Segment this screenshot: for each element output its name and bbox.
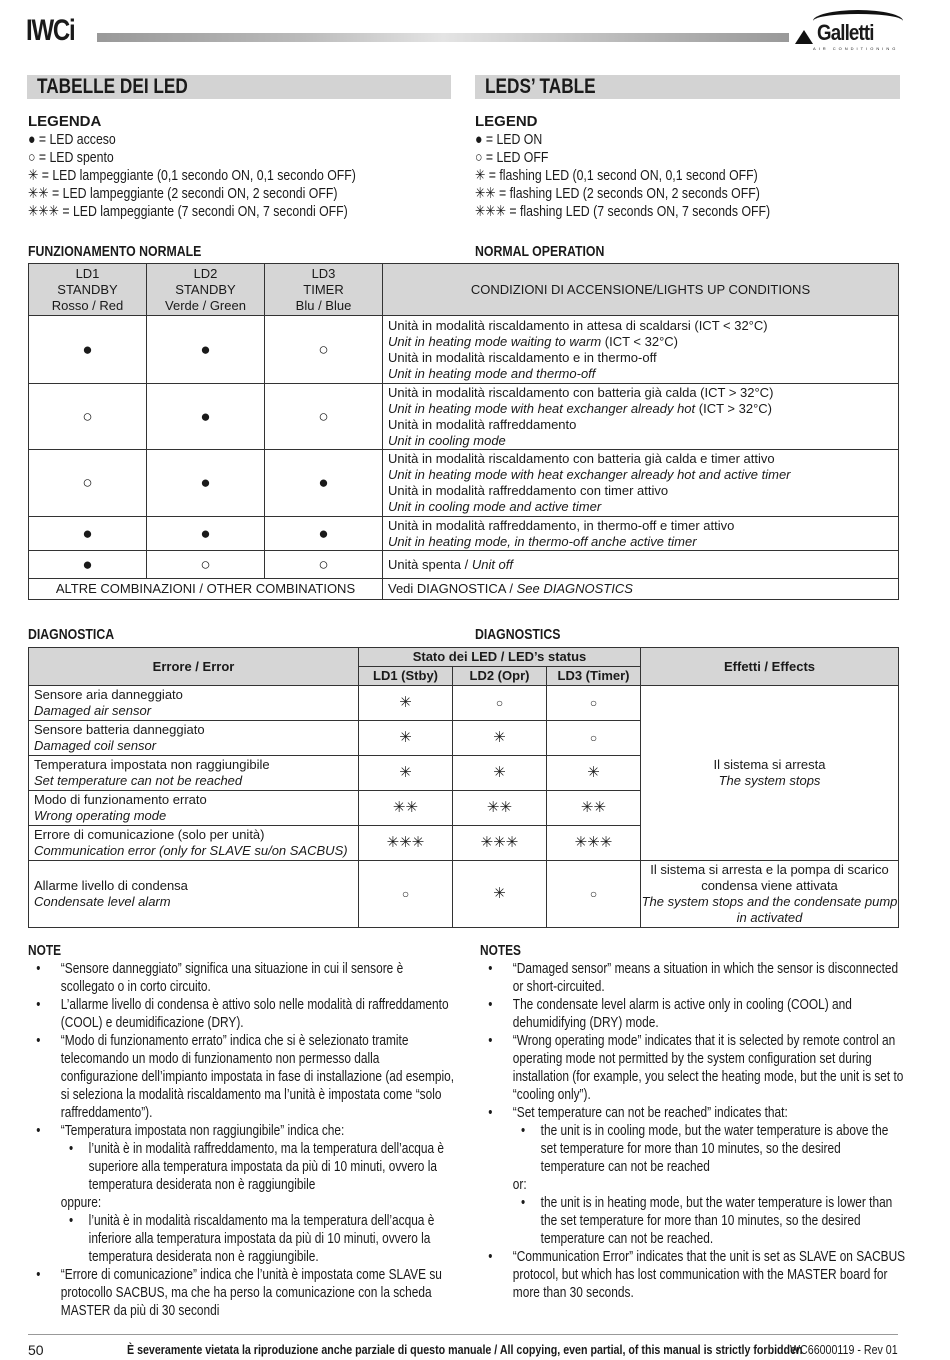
table-row: [29, 686, 899, 721]
title-gradient-bar: [97, 33, 789, 42]
note-text: • L’allarme livello di condensa è attivo solo nelle modalità di raffreddamento (COOL) e deumidificazione (DRY).: [60, 997, 449, 1031]
table-row: [29, 517, 899, 551]
error-en: Set temperature can not be reached: [34, 773, 243, 788]
condition-temp: (ICT > 32°C): [695, 400, 772, 416]
legend-text: = LED OFF: [485, 149, 549, 166]
legend-row: [28, 185, 428, 203]
legend-row: [28, 167, 428, 185]
led-column-header: LD1 (Stby): [359, 667, 453, 686]
error-it: Modo di funzionamento errato: [34, 792, 207, 807]
legend-item: [28, 167, 356, 185]
conditions-cell: [383, 450, 899, 517]
footer-divider: [28, 1334, 898, 1335]
error-it: Allarme livello di condensa: [34, 878, 188, 893]
table-header-row: [29, 264, 899, 316]
led-state-icon: ○: [547, 686, 641, 721]
header-line: STANDBY: [57, 281, 118, 297]
led-state-icon: ✳✳: [547, 791, 641, 826]
led-state-icon: ○: [147, 551, 265, 579]
led-state-icon: ●: [147, 517, 265, 551]
error-cell: [29, 861, 359, 928]
table-row: [29, 551, 899, 579]
sub-note-item: • the unit is in cooling mode, but the water temperature is above the set temperature for more than 10 minutes, so the desired temperature can not be reached: [513, 1122, 907, 1176]
led-state-icon: ○: [359, 861, 453, 928]
led-column-header: LD2 (Opr): [453, 667, 547, 686]
led-symbol-icon: ●: [475, 131, 483, 148]
condition-it: Unità in modalità riscaldamento e in thermo-off: [388, 349, 657, 365]
led-symbol-icon: ●: [28, 131, 36, 148]
header-line: LD2: [193, 265, 218, 281]
legend-text: = flashing LED (2 seconds ON, 2 seconds OFF): [499, 185, 760, 202]
led-state-icon: ○: [29, 450, 147, 517]
led-symbol-icon: ✳✳✳: [28, 203, 59, 220]
header-line: TIMER: [303, 281, 344, 297]
note-item: [28, 1122, 454, 1266]
sub-note-item: • l’unità è in modalità raffreddamento, ma la temperatura dell’acqua è superiore alla temperatura impostata da più di 10 minuti, ovvero la temperatura desiderata non è raggiungibile: [61, 1140, 455, 1194]
condition-line: [388, 518, 898, 534]
error-cell: [29, 826, 359, 861]
conditions-cell: [383, 316, 899, 384]
error-en: Damaged air sensor: [34, 703, 152, 718]
legend-text: = flashing LED (7 seconds ON, 7 seconds OFF): [509, 203, 771, 220]
error-en: Condensate level alarm: [34, 894, 171, 909]
legend-item: [475, 167, 758, 185]
sub-list: [513, 1194, 907, 1248]
error-en: Communication error (only for SLAVE su/on SACBUS): [34, 843, 348, 858]
led-header-1: [29, 264, 147, 316]
condition-line: [388, 433, 898, 449]
legend-row: [28, 149, 428, 167]
condition-line: [388, 483, 898, 499]
error-it: Temperatura impostata non raggiungibile: [34, 757, 270, 772]
note-item: [480, 996, 906, 1032]
condition-en: Unit in cooling mode: [388, 432, 506, 448]
conditions-cell: [383, 384, 899, 450]
legend-row: [475, 167, 835, 185]
note-text: • “Temperatura impostata non raggiungibile” indica che:: [60, 1123, 345, 1139]
led-state-icon: ●: [265, 517, 383, 551]
led-state-icon: ●: [29, 316, 147, 384]
legend-item: [28, 203, 348, 221]
error-it: Sensore batteria danneggiato: [34, 722, 205, 737]
other-combinations-row: [29, 579, 899, 600]
led-state-icon: ✳: [359, 721, 453, 756]
header-line: Verde / Green: [165, 297, 246, 313]
led-state-icon: ●: [29, 551, 147, 579]
led-symbol-icon: ✳✳✳: [475, 203, 506, 220]
led-state-icon: ○: [29, 384, 147, 450]
table-row: [29, 861, 899, 928]
header-line: STANDBY: [175, 281, 236, 297]
notes-title: NOTE: [28, 943, 62, 959]
effect-it: Il sistema si arresta e la pompa di scarico condensa viene attivata: [650, 862, 889, 893]
legend-item: [475, 203, 770, 221]
led-symbol-icon: ✳✳: [475, 185, 496, 202]
section-title-it: TABELLE DEI LED: [27, 75, 451, 99]
legend-row: [475, 185, 835, 203]
error-cell: [29, 756, 359, 791]
led-state-icon: ●: [29, 517, 147, 551]
see-diagnostics-en: See DIAGNOSTICS: [516, 581, 633, 596]
error-en: Damaged coil sensor: [34, 738, 157, 753]
legend-text: = LED lampeggiante (2 secondi ON, 2 secondi OFF): [52, 185, 338, 202]
led-state-icon: ✳✳✳: [453, 826, 547, 861]
led-symbol-icon: ✳: [475, 167, 486, 184]
document-title: IWCi: [26, 14, 75, 47]
logo-subtext: AIR CONDITIONING: [813, 46, 899, 51]
copyright-notice: È severamente vietata la riproduzione anche parziale di questo manuale / All copying, even partial, of this manual is strictly forbidden: [127, 1342, 803, 1357]
legend-item: [475, 185, 760, 203]
effect-en: The system stops: [718, 773, 821, 788]
legend-item: [28, 185, 337, 203]
error-it: Sensore aria danneggiato: [34, 687, 183, 702]
led-symbol-icon: ○: [28, 149, 36, 166]
condition-line: [388, 417, 898, 433]
sub-note-item: • l’unità è in modalità riscaldamento ma la temperatura dell’acqua è inferiore alla temperatura impostata da più di 10 minuti, ovvero la temperatura desiderata non è raggiungibile.: [61, 1212, 455, 1266]
condition-it: Unità in modalità riscaldamento con batteria già calda (ICT > 32°C): [388, 384, 774, 400]
condition-it: Unità spenta /: [388, 556, 472, 572]
led-state-icon: ●: [147, 450, 265, 517]
condition-line: [388, 350, 898, 366]
normal-operation-title-it: FUNZIONAMENTO NORMALE: [28, 243, 202, 260]
diagnostics-title-it: DIAGNOSTICA: [28, 626, 115, 643]
led-state-icon: ✳✳: [359, 791, 453, 826]
notes-en: [480, 942, 906, 1302]
sub-note-item: • the unit is in heating mode, but the water temperature is lower than the set temperature for more than 10 minutes, so the desired temperature can not be reached.: [513, 1194, 907, 1248]
legend-title: LEGENDA: [28, 113, 102, 130]
table-header-row: [29, 648, 899, 667]
diagnostics-table: [28, 647, 899, 928]
condition-line: [388, 467, 898, 483]
led-state-icon: ●: [147, 316, 265, 384]
notes-title: NOTES: [480, 943, 521, 959]
condition-en: Unit in heating mode, in thermo-off anche active timer: [388, 533, 697, 549]
legend-row: [28, 203, 428, 221]
note-text: • “Set temperature can not be reached” indicates that:: [512, 1105, 788, 1121]
led-state-icon: ✳: [359, 686, 453, 721]
led-state-icon: ✳✳✳: [547, 826, 641, 861]
legend-title: LEGEND: [475, 113, 538, 130]
header-line: Blu / Blue: [295, 297, 352, 313]
table-row: [29, 316, 899, 384]
error-cell: [29, 721, 359, 756]
table-row: [29, 384, 899, 450]
note-text: • “Damaged sensor” means a situation in which the sensor is disconnected or short-circuited.: [512, 961, 899, 995]
condition-it: Unità in modalità riscaldamento in attesa di scaldarsi (ICT < 32°C): [388, 317, 768, 333]
legend-text: = LED lampeggiante (7 secondi ON, 7 secondi OFF): [62, 203, 348, 220]
other-combinations-label: ALTRE COMBINAZIONI / OTHER COMBINATIONS: [29, 579, 383, 600]
led-state-icon: ○: [265, 384, 383, 450]
error-cell: [29, 791, 359, 826]
note-item: [28, 960, 454, 996]
effect-en: The system stops and the condensate pump in activated: [641, 894, 898, 925]
led-state-icon: ○: [265, 316, 383, 384]
led-state-icon: ✳: [359, 756, 453, 791]
conditions-cell: [383, 551, 899, 579]
error-cell: [29, 686, 359, 721]
note-item: [28, 1266, 454, 1320]
condition-line: [388, 534, 898, 550]
effects-cell: [641, 861, 899, 928]
note-connector: oppure:: [60, 1195, 102, 1211]
sub-list: [61, 1140, 455, 1194]
galletti-logo: [795, 10, 903, 51]
other-combinations-value: [383, 579, 899, 600]
conditions-cell: [383, 517, 899, 551]
led-state-icon: ●: [147, 384, 265, 450]
note-text: • “Sensore danneggiato” significa una situazione in cui il sensore è scollegato o in corto circuito.: [60, 961, 404, 995]
see-diagnostics-it: Vedi DIAGNOSTICA /: [388, 581, 517, 596]
header-line: LD3: [311, 265, 336, 281]
section-title-en: LEDS’ TABLE: [475, 75, 900, 99]
condition-it: Unità in modalità raffreddamento con timer attivo: [388, 483, 669, 498]
condition-en: Unit in cooling mode and active timer: [388, 499, 602, 514]
condition-en: Unit in heating mode with heat exchanger already hot: [388, 400, 696, 416]
led-state-icon: ✳✳✳: [359, 826, 453, 861]
notes-it: [28, 942, 454, 1320]
effects-cell: [641, 686, 899, 861]
condition-line: [388, 318, 898, 334]
header-line: Rosso / Red: [51, 297, 124, 313]
led-column-header: LD3 (Timer): [547, 667, 641, 686]
legend-text: = flashing LED (0,1 second ON, 0,1 second OFF): [488, 167, 758, 184]
led-state-icon: ✳: [453, 721, 547, 756]
note-text: • The condensate level alarm is active only in cooling (COOL) and dehumidifying (DRY) mode.: [512, 997, 852, 1031]
conditions-header: CONDIZIONI DI ACCENSIONE/LIGHTS UP CONDITIONS: [383, 264, 899, 316]
condition-line: [388, 401, 898, 417]
legend-row: [475, 149, 835, 167]
legend-row: [475, 203, 835, 221]
led-symbol-icon: ✳: [28, 167, 39, 184]
diagnostics-title-en: DIAGNOSTICS: [475, 626, 561, 643]
note-item: [480, 1248, 906, 1302]
note-text: • “Wrong operating mode” indicates that it is selected by remote control an operating mode not permitted by the system configuration set during installation (for example, you select the heating mode, but the unit is set to “cooling only”).: [512, 1033, 904, 1103]
note-item: [28, 996, 454, 1032]
led-state-icon: ✳: [453, 756, 547, 791]
condition-it: Unità in modalità raffreddamento, in thermo-off e timer attivo: [388, 517, 735, 533]
led-state-icon: ●: [265, 450, 383, 517]
effects-header: Effetti / Effects: [641, 648, 899, 686]
condition-line: [388, 334, 898, 350]
led-state-icon: ○: [265, 551, 383, 579]
note-item: [480, 960, 906, 996]
led-state-icon: ✳: [453, 861, 547, 928]
legend-row: [28, 131, 428, 149]
note-text: • “Communication Error” indicates that the unit is set as SLAVE on SACBUS protocol, but which has lost communication with the MASTER board for more than 30 seconds.: [512, 1249, 906, 1301]
condition-it: Unità in modalità raffreddamento: [388, 416, 577, 432]
condition-line: [388, 385, 898, 401]
note-text: • “Errore di comunicazione” indica che l’unità è impostata come SLAVE su protocollo SACBUS, ma che ha perso la comunicazione con la scheda MASTER da più di 30 secondi: [60, 1267, 442, 1319]
note-item: [480, 1032, 906, 1104]
notes-list: [480, 960, 906, 1302]
condition-en: Unit in heating mode waiting to warm: [388, 333, 602, 349]
legend-item: [475, 149, 548, 167]
condition-en: Unit off: [471, 556, 514, 572]
condition-en: Unit in heating mode with heat exchanger already hot and active timer: [388, 467, 791, 482]
header-line: LD1: [75, 265, 100, 281]
condition-temp: (ICT < 32°C): [601, 333, 679, 349]
legend-en: [475, 113, 835, 221]
led-state-icon: ✳: [547, 756, 641, 791]
legend-row: [475, 131, 835, 149]
legend-text: = LED ON: [485, 131, 543, 148]
led-state-icon: ✳✳: [453, 791, 547, 826]
notes-list: [28, 960, 454, 1320]
normal-operation-table: [28, 263, 899, 600]
legend-it: [28, 113, 428, 221]
table-row: [29, 450, 899, 517]
condition-line: [388, 451, 898, 467]
legend-text: = LED lampeggiante (0,1 secondo ON, 0,1 secondo OFF): [41, 167, 356, 184]
page-number: 50: [28, 1342, 44, 1358]
legend-item: [28, 131, 116, 149]
note-text: • “Modo di funzionamento errato” indica che si è selezionato tramite telecomando un modo di funzionamento non permesso dalla configurazione dell’impianto impostata in fase di installazione (ad esempio, si seleziona la modalità riscaldamento ma l’unità è impostata come “solo raffreddamento”).: [60, 1033, 455, 1121]
note-item: [480, 1104, 906, 1248]
legend-text: = LED acceso: [38, 131, 116, 148]
legend-item: [28, 149, 114, 167]
note-connector: or:: [512, 1177, 527, 1193]
led-header-3: [265, 264, 383, 316]
led-status-header: Stato dei LED / LED’s status: [359, 648, 641, 667]
legend-item: [475, 131, 542, 149]
sub-list: [61, 1212, 455, 1266]
legend-text: = LED spento: [38, 149, 114, 166]
error-header: Errore / Error: [29, 648, 359, 686]
led-header-2: [147, 264, 265, 316]
led-symbol-icon: ✳✳: [28, 185, 49, 202]
condition-line: [388, 366, 898, 382]
effect-it: Il sistema si arresta: [713, 757, 826, 772]
led-state-icon: ○: [453, 686, 547, 721]
led-symbol-icon: ○: [475, 149, 483, 166]
document-code: WC66000119 - Rev 01: [790, 1342, 898, 1357]
condition-it: Unità in modalità riscaldamento con batteria già calda e timer attivo: [388, 451, 775, 466]
note-item: [28, 1032, 454, 1122]
sub-list: [513, 1122, 907, 1176]
led-state-icon: ○: [547, 861, 641, 928]
condition-en: Unit in heating mode and thermo-off: [388, 365, 596, 381]
error-en: Wrong operating mode: [34, 808, 167, 823]
condition-line: [388, 557, 898, 573]
led-state-icon: ○: [547, 721, 641, 756]
error-it: Errore di comunicazione (solo per unità): [34, 827, 265, 842]
normal-operation-title-en: NORMAL OPERATION: [475, 243, 605, 260]
logo-text: Galletti: [817, 20, 874, 45]
condition-line: [388, 499, 898, 515]
